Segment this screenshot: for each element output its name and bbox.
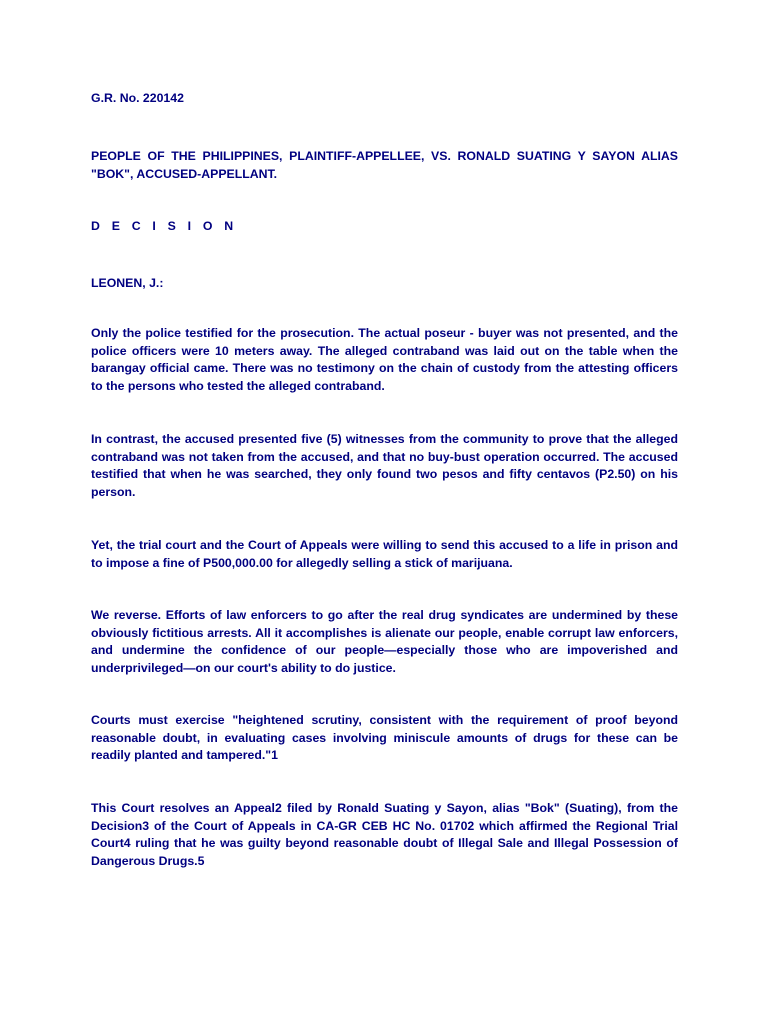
paragraph-4: We reverse. Efforts of law enforcers to go after the real drug syndicates are undermined by these obviously fictitious arrests. All it accomplishes is alienate our people, enable corrupt law enforcers, and undermine the confidence of our people—especially those who are impoverished and underprivileged—on our court's ability to do justice.	[91, 608, 678, 675]
decision-heading: D E C I S I O N	[91, 219, 238, 233]
case-number: G.R. No. 220142	[91, 91, 184, 105]
paragraph-2: In contrast, the accused presented five (5) witnesses from the community to prove that the alleged contraband was not taken from the accused, and that no buy-bust operation occurred. The accused testified that when he was searched, they only found two pesos and fifty centavos (P2.50) on his person.	[91, 432, 678, 499]
case-title: PEOPLE OF THE PHILIPPINES, PLAINTIFF-APPELLEE, VS. RONALD SUATING Y SAYON ALIAS "BOK", ACCUSED-APPELLANT.	[91, 149, 678, 181]
paragraph-1: Only the police testified for the prosecution. The actual poseur - buyer was not presented, and the police officers were 10 meters away. The alleged contraband was laid out on the table when the barangay official came. There was no testimony on the chain of custody from the attesting officers to the persons who tested the alleged contraband.	[91, 326, 678, 393]
paragraph-3: Yet, the trial court and the Court of Appeals were willing to send this accused to a life in prison and to impose a fine of P500,000.00 for allegedly selling a stick of marijuana.	[91, 538, 678, 570]
paragraph-6: This Court resolves an Appeal2 filed by Ronald Suating y Sayon, alias "Bok" (Suating), from the Decision3 of the Court of Appeals in CA-GR CEB HC No. 01702 which affirmed the Regional Trial Court4 ruling that he was guilty beyond reasonable doubt of Illegal Sale and Illegal Possession of Dangerous Drugs.5	[91, 801, 678, 868]
ponente: LEONEN, J.:	[91, 276, 164, 290]
paragraph-5: Courts must exercise "heightened scrutiny, consistent with the requirement of proof beyond reasonable doubt, in evaluating cases involving miniscule amounts of drugs for these can be readily planted and tampered."1	[91, 713, 678, 763]
